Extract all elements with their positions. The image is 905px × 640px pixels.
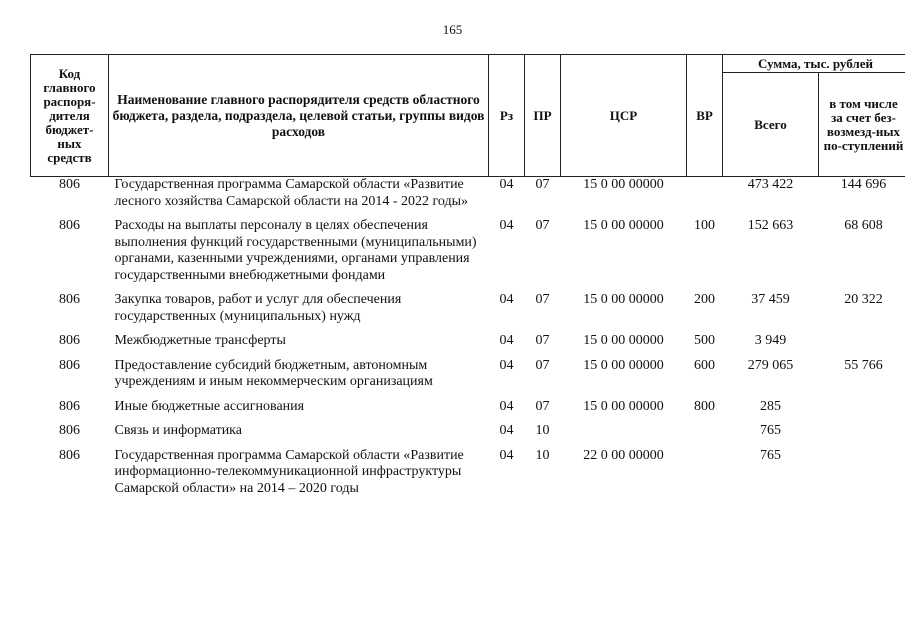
table-row (31, 423, 905, 448)
cell-rz: 04 (499, 333, 514, 348)
cell-name: Связь и информатика (114, 423, 242, 438)
cell-name: Расходы на выплаты персоналу в целях обеспечения выполнения функций государственными (муниципальными) органами, казенными учреждениями, органами управления государственными внебюджетными фондами (114, 218, 477, 283)
cell-total: 285 (760, 398, 781, 414)
table-body (31, 177, 905, 498)
cell-rz: 04 (499, 357, 514, 373)
cell-vr (687, 177, 723, 219)
header-name: Наименование главного распорядителя средств областного бюджета, раздела, подраздела, целевой статьи, группы видов расходов (109, 55, 489, 177)
cell-pr: 07 (535, 218, 550, 233)
header-total: Всего (723, 73, 819, 177)
cell-pr: 10 (535, 423, 550, 438)
cell-total: 473 422 (747, 177, 794, 192)
header-vr: ВР (687, 55, 723, 177)
cell-vr: 800 (694, 398, 715, 414)
cell-csr: 15 0 00 00000 (583, 218, 664, 233)
cell-name: Государственная программа Самарской области «Развитие лесного хозяйства Самарской области на 2014 - 2022 годы» (114, 177, 469, 209)
cell-code: 806 (59, 357, 80, 373)
cell-code: 806 (59, 292, 80, 307)
table-row (31, 399, 905, 424)
cell-name: Закупка товаров, работ и услуг для обеспечения государственных (муниципальных) нужд (114, 292, 402, 324)
cell-vr: 100 (694, 218, 715, 233)
cell-rz: 04 (499, 423, 514, 438)
cell-vr: 500 (694, 333, 715, 348)
table-row (31, 358, 905, 399)
cell-incl: 68 608 (844, 218, 883, 233)
cell-vr: 200 (694, 292, 715, 307)
cell-vr (687, 448, 723, 498)
table-row (31, 218, 905, 292)
cell-rz: 04 (499, 218, 514, 233)
budget-table (30, 54, 905, 497)
cell-rz: 04 (499, 447, 514, 463)
cell-rz: 04 (499, 292, 514, 307)
table-row (31, 333, 905, 358)
cell-incl: 55 766 (844, 357, 883, 373)
cell-csr: 15 0 00 00000 (583, 177, 664, 192)
cell-pr: 07 (535, 292, 550, 307)
cell-csr: 15 0 00 00000 (583, 333, 664, 348)
cell-name: Межбюджетные трансферты (114, 333, 286, 348)
cell-total: 37 459 (751, 292, 790, 307)
cell-csr: 15 0 00 00000 (583, 292, 664, 307)
header-csr: ЦСР (561, 55, 687, 177)
cell-incl (819, 448, 905, 498)
table-row (31, 292, 905, 333)
cell-total: 765 (760, 447, 781, 463)
cell-rz: 04 (499, 177, 514, 192)
cell-csr: 15 0 00 00000 (583, 398, 664, 414)
cell-incl: 144 696 (840, 177, 887, 192)
cell-incl (819, 423, 905, 448)
cell-incl (819, 399, 905, 424)
cell-rz: 04 (499, 398, 514, 414)
cell-incl (819, 333, 905, 358)
cell-total: 3 949 (754, 333, 787, 348)
cell-code: 806 (59, 423, 80, 438)
cell-csr: 15 0 00 00000 (583, 357, 664, 373)
cell-code: 806 (59, 218, 80, 233)
header-incl: в том числе за счет без-возмезд-ных по-ступлений (819, 73, 905, 177)
cell-name: Государственная программа Самарской области «Развитие информационно-телекоммуникационной инфраструктуры Самарской области» на 2014 – 2020 годы (114, 447, 464, 496)
cell-total: 152 663 (747, 218, 794, 233)
cell-vr (687, 423, 723, 448)
header-sum: Сумма, тыс. рублей (723, 55, 905, 73)
table-row (31, 448, 905, 498)
cell-csr: 22 0 00 00000 (583, 447, 664, 463)
cell-pr: 10 (535, 447, 550, 463)
cell-vr: 600 (694, 357, 715, 373)
header-pr: ПР (525, 55, 561, 177)
header-rz: Рз (489, 55, 525, 177)
cell-code: 806 (59, 333, 80, 348)
header-code: Код главного распоря-дителя бюджет-ных средств (31, 55, 109, 177)
table-header (31, 55, 905, 177)
cell-incl: 20 322 (844, 292, 883, 307)
cell-code: 806 (59, 177, 80, 192)
cell-pr: 07 (535, 398, 550, 414)
cell-name: Предоставление субсидий бюджетным, автономным учреждениям и иным некоммерческим организациям (114, 357, 433, 389)
cell-pr: 07 (535, 333, 550, 348)
page-number: 165 (442, 22, 463, 37)
cell-total: 279 065 (747, 357, 794, 373)
cell-total: 765 (760, 423, 781, 438)
cell-code: 806 (59, 398, 80, 414)
cell-name: Иные бюджетные ассигнования (114, 398, 305, 414)
cell-pr: 07 (535, 177, 550, 192)
cell-csr (561, 423, 687, 448)
cell-code: 806 (59, 447, 80, 463)
table-row (31, 177, 905, 219)
cell-pr: 07 (535, 357, 550, 373)
